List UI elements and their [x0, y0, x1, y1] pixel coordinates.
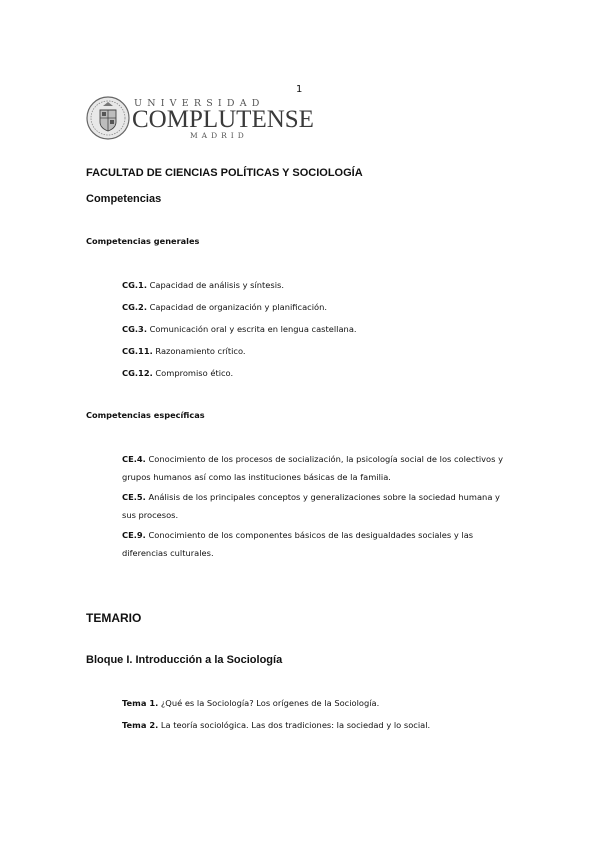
item-code: Tema 2.: [122, 720, 159, 730]
list-item: [122, 716, 512, 734]
item-code: CE.5.: [122, 492, 146, 502]
item-code: CG.3.: [122, 324, 147, 334]
logo-madrid-text: MADRID: [190, 131, 248, 140]
faculty-title: FACULTAD DE CIENCIAS POLÍTICAS Y SOCIOLOGÍA: [86, 167, 363, 179]
logo-complutense-text: COMPLUTENSE: [132, 106, 314, 133]
item-code: CE.4.: [122, 454, 146, 464]
item-text: La teoría sociológica. Las dos tradiciones: la sociedad y lo social.: [160, 720, 431, 730]
item-code: CE.9.: [122, 530, 146, 540]
competencias-generales-heading: Competencias generales: [86, 236, 200, 246]
item-text: ¿Qué es la Sociología? Los orígenes de la Sociología.: [160, 698, 380, 708]
list-item: [122, 276, 512, 294]
list-item: [122, 364, 512, 382]
item-text: Análisis de los principales conceptos y generalizaciones sobre la sociedad humana y sus procesos.: [122, 492, 500, 520]
list-item: [122, 298, 512, 316]
logo-university-text: UNIVERSIDAD: [134, 98, 265, 109]
item-text: Razonamiento crítico.: [155, 346, 246, 356]
list-item: [122, 694, 512, 712]
item-code: Tema 1.: [122, 698, 159, 708]
list-item: [122, 488, 512, 524]
university-seal-icon: [86, 96, 130, 140]
list-item: [122, 450, 512, 486]
temario-heading: TEMARIO: [86, 611, 142, 625]
item-text: Conocimiento de los procesos de socialización, la psicología social de los colectivos y grupos humanos así como las instituciones básicas de la familia.: [122, 454, 504, 482]
item-text: Comunicación oral y escrita en lengua castellana.: [149, 324, 357, 334]
list-item: [122, 526, 512, 562]
item-code: CG.2.: [122, 302, 147, 312]
item-text: Conocimiento de los componentes básicos de las desigualdades sociales y las diferencias culturales.: [122, 530, 474, 558]
item-code: CG.11.: [122, 346, 153, 356]
competencias-especificas-heading: Competencias específicas: [86, 410, 205, 420]
university-logo: [86, 96, 314, 144]
page-number: 1: [296, 84, 303, 95]
item-text: Compromiso ético.: [155, 368, 234, 378]
list-item: [122, 320, 512, 338]
competencias-heading: Competencias: [86, 193, 162, 205]
item-text: Capacidad de análisis y síntesis.: [149, 280, 284, 290]
list-item: [122, 342, 512, 360]
item-code: CG.1.: [122, 280, 147, 290]
bloque-title: Bloque I. Introducción a la Sociología: [86, 654, 283, 666]
item-code: CG.12.: [122, 368, 153, 378]
item-text: Capacidad de organización y planificación.: [149, 302, 327, 312]
